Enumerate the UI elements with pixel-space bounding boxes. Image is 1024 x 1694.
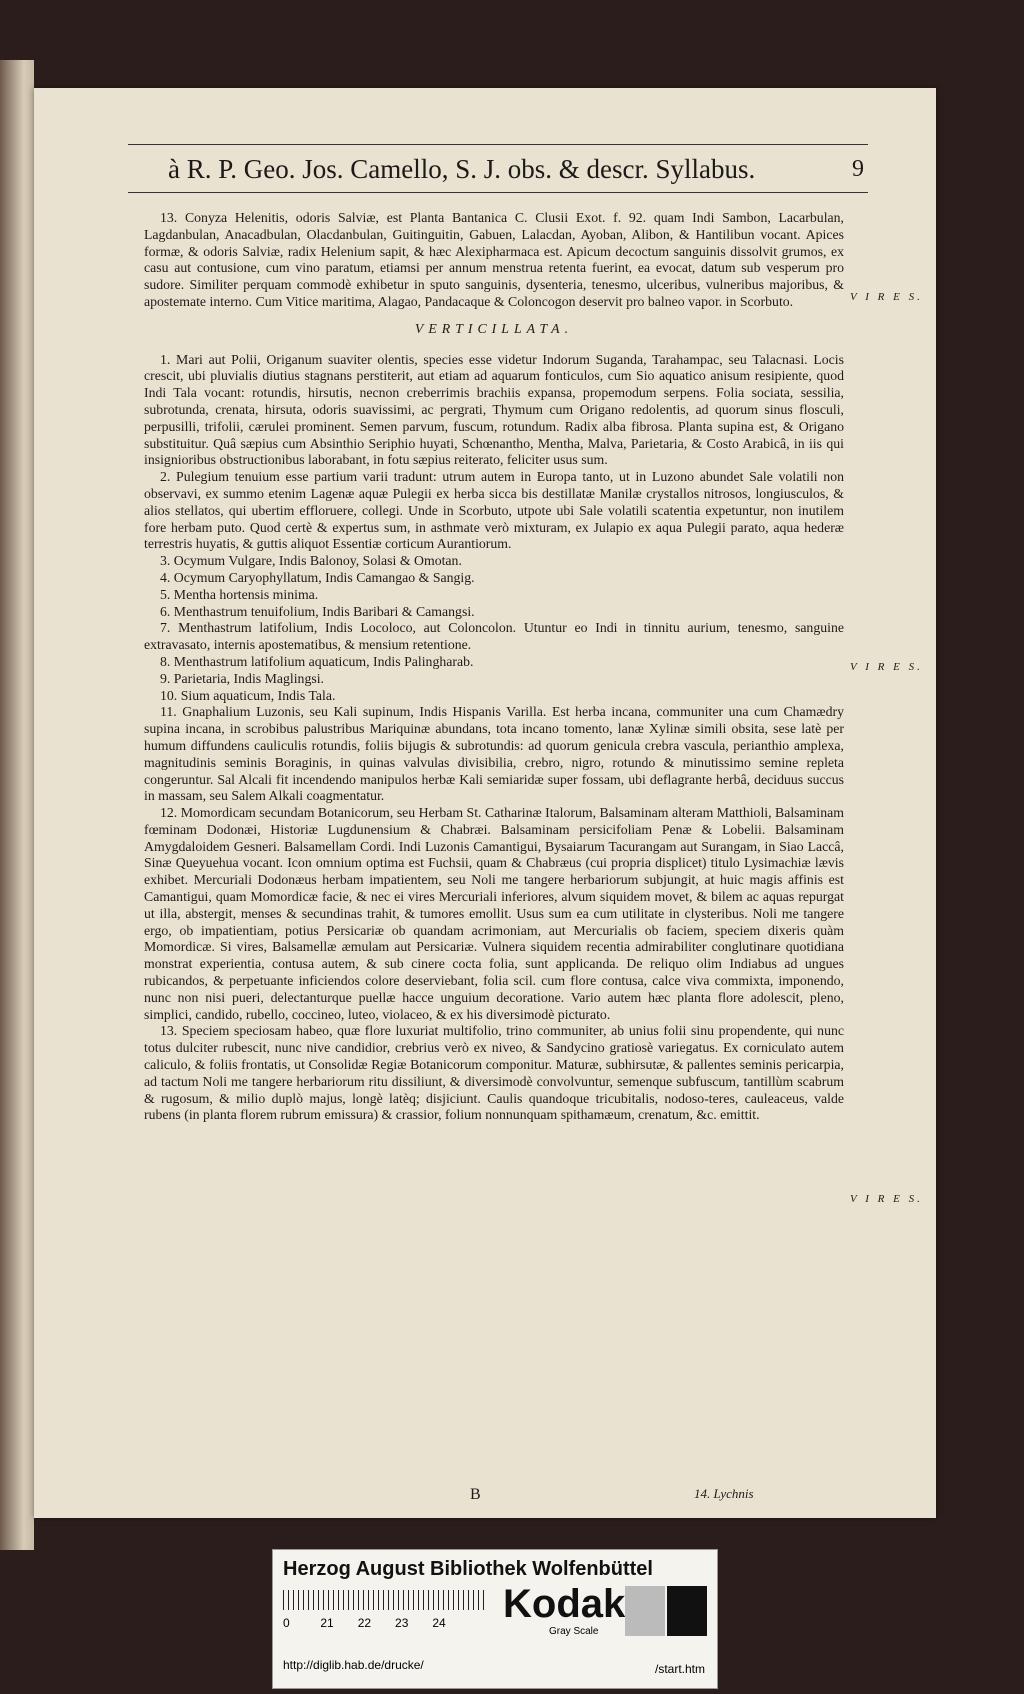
page-title: à R. P. Geo. Jos. Camello, S. J. obs. & descr. Syllabus. [168, 154, 756, 184]
signature-mark: B [470, 1486, 481, 1503]
kodak-logo: Kodak [503, 1582, 626, 1626]
catchword: 14. Lychnis [694, 1486, 754, 1501]
entry-13: 13. Conyza Helenitis, odoris Salviæ, est Planta Bantanica C. Clusii Exot. f. 92. quam Indi Sambon, Lacarbulan, Lagdanbulan, Anacadbulan, Olacdanbulan, Guitinguitin, Gabuen, Lalacdan, Ayoban, Alibon, & Hantilibun vocant. Apices formæ, & odoris Salviæ, radix Helenium sapit, & hæc Alexipharmaca est. Apicum decoctum sanguinis dissolvit grumos, ex casu aut contusione, cum vino paratum, etiamsi per annum menstrua retenta fuerint, ea evocat, datum sub vesperum pro sudore. Similiter perquam commodè exhibetur in sputo sanguinis, dysenteria, tenesmo, ulceribus, vulneribus majoribus, & apostemate interno. Cum Vitice maritima, Alagao, Pandacaque & Coloncogon deservit pro balneo vapor. in Scorbuto. [144, 210, 844, 309]
margin-note-vires: V I R E S. [850, 1193, 923, 1205]
tick-label: 21 [320, 1616, 334, 1630]
gray-scale-label: Gray Scale [549, 1626, 599, 1637]
section-heading: VERTICILLATA. [414, 320, 574, 336]
scale-bars [283, 1590, 487, 1610]
tick-label: 24 [432, 1616, 446, 1630]
entry-v5: 5. Mentha hortensis minima. [160, 586, 319, 602]
entry-v11: 11. Gnaphalium Luzonis, seu Kali supinum, Indis Hispanis Varilla. Est herba incana, communiter una cum Chamædry supina incana, in scrobibus palustribus Mariquinæ abundans, tota incano tomento, lanæ Xylinæ simili obsita, sese latè per humum diffundens cauliculis rotundis, foliis bijugis & subrotundis: ad quorum genicula crebra vascula, perianthio amplexa, magnitudinis seminis Boraginis, in quinas valvulas divisibilia, crebro, nigro, rotundo & minutissimo semine repleta congeruntur. Sal Alcali fit incendendo manipulos herbæ Kali semiaridæ super fossam, ubi deflagrante herbâ, deciduus succus in massam, seu Salem Alkali coagmentatur. [144, 704, 844, 804]
entry-v8: 8. Menthastrum latifolium aquaticum, Indis Palingharab. [160, 653, 474, 669]
margin-note-vires: V I R E S. [850, 291, 923, 303]
entry-v6: 6. Menthastrum tenuifolium, Indis Baribari & Camangsi. [160, 603, 475, 619]
library-name: Herzog August Bibliothek Wolfenbüttel [283, 1558, 653, 1580]
header-rule-top [128, 144, 868, 145]
library-color-card [272, 1549, 718, 1689]
book-spine [0, 60, 34, 1550]
entry-v4: 4. Ocymum Caryophyllatum, Indis Camangao & Sangig. [160, 569, 475, 585]
entry-v1: 1. Mari aut Polii, Origanum suaviter olentis, species esse videtur Indorum Suganda, Tarahampac, seu Talacnasi. Locis crescit, ubi pluvialis diutius stagnans perstiterit, aut etiam ad aquarum fonticulos, cum Sio aquatico anisum resipiente, quod Indi Tala vocant: rotundis, hirsutis, necnon creberrimis brachiis expansa, propemodum serpens. Folia sociata, sessilia, subrotunda, crenata, hirsuta, odoris suavissimi, ac pergrati, Thymum cum Origano redolentis, ad quorum sinus flosculi, perpusilli, trifolii, cærulei prominent. Semen parvum, fuscum, rotundum. Radix alba fibrosa. Planta supina est, & Origano substituitur. Quâ sæpius cum Absinthio Seriphio huyati, Schœnantho, Mentha, Malva, Parietaria, & Costo Arabicâ, in iis qui insignioribus obstructionibus laborabant, in fotu sæpius reiterato, feliciter usus sum. [144, 351, 844, 468]
body-text [144, 210, 844, 1124]
header-rule-bottom [128, 192, 868, 193]
book-page [34, 88, 936, 1518]
margin-note-vires: V I R E S. [850, 661, 923, 673]
entry-v13: 13. Speciem speciosam habeo, quæ flore luxuriat multifolio, trino communiter, ab unius folii sinu propendente, qui nunc totus dulciter rubescit, nunc nive candidior, crebrius verò ex niveo, & Sandycino gratiosè variegatus. Ex corniculato autem caliculo, & foliis frontatis, ut Consolidæ Regiæ Botanicorum componitur. Maturæ, subhirsutæ, & pallentes seminis pericarpia, ad tactum Noli me tangere herbariorum ritu dissiliunt, & diversimodè convolvuntur, semenque subfuscum, tantillùm scabrum & rugosum, & milio duplò majus, longè latèq; disjiciunt. Caulis quandoque tricubitalis, nodoso-teres, cauleaceus, valde rubens (in planta florem rubrum emissura) & crassior, folium nonnunquam spithamæum, crenatum, &c. emittit. [144, 1023, 844, 1123]
scale-ticks [283, 1616, 466, 1630]
tick-label: 0 [283, 1616, 290, 1630]
gray-swatch [625, 1586, 665, 1636]
black-swatch [667, 1586, 707, 1636]
entry-v10: 10. Sium aquaticum, Indis Tala. [160, 687, 336, 703]
entry-v12: 12. Momordicam secundam Botanicorum, seu Herbam St. Catharinæ Italorum, Balsaminam alteram Matthioli, Balsaminam fœminam Dodonæi, Historiæ Lugdunensium & Chabræi. Balsaminam persicifoliam Penæ & Lobelii. Balsaminam Amygdaloidem Gesneri. Balsamellam Cordi. Indi Luzonis Camantigui, Bysaiarum Tacurangam aut Surangam, in Siao Laccâ, Sinæ Queyuehua vocant. Icon omnium optima est Fuchsii, quam & Chabræus (cui propria displicet) titulo Lysimachiæ lævis exhibet. Mercuriali Dodonæus herbam impatientem, seu Noli me tangere herbariorum subjungit, at huic magis affinis est Camantigui, quam Momordicæ facie, & nec ei vires Mercuriali inferiores, alvum siquidem movet, & bilem ac aquas repurgat ut illa, abstergit, menses & secundinas trahit, & tumores emollit. Usus sum ea cum utilitate in clysteribus. Noli me tangere ergo, ob impatientiam, potius Persicariæ ob quandam acrimoniam, aut Mercurialis ob faciem, speciem dixeris quàm Momordicæ. Si vires, Balsamellæ æmulam aut Persicariæ. Vulnera siquidem recentia admirabiliter conglutinare quotidiana monstrat experientia, contusa autem, & sub cinere cocta folia, sunt applicanda. De reliquo olim Indiabus ad ungues rubicandos, & perpetuante inficiendos colore deserviebant, folia scil. cum flore contusa, calce viva commixta, imponendo, nunc non nisi pueri, delectanturque puellæ hacce unguium decoratione. Vario autem hæc planta flore adolescit, pleno, simplici, candido, rubello, coccineo, luteo, violaceo, & ex his diversimodè picturato. [144, 805, 844, 1022]
tick-label: 23 [395, 1616, 409, 1630]
page-header [128, 148, 868, 192]
tick-label: 22 [357, 1616, 372, 1630]
entry-v3: 3. Ocymum Vulgare, Indis Balonoy, Solasi & Omotan. [160, 553, 462, 569]
page-number: 9 [852, 156, 864, 182]
url-left[interactable]: http://diglib.hab.de/drucke/ [283, 1658, 424, 1672]
entry-v9: 9. Parietaria, Indis Maglingsi. [160, 670, 324, 686]
url-right[interactable]: /start.htm [654, 1662, 705, 1676]
entry-v7: 7. Menthastrum latifolium, Indis Locoloco, aut Coloncolon. Utuntur eo Indi in tinnitu aurium, tenesmo, sanguine extravasato, internis apostematibus, & mensium retentione. [144, 620, 844, 653]
entry-v2: 2. Pulegium tenuium esse partium varii tradunt: utrum autem in Europa tanto, ut in Luzono abundet Sale volatili non observavi, ex summo etenim Lagenæ aquæ Pulegii ex herba sicca bis destillatæ Manilæ crystallos nitrosos, longiusculos, & alios stellatos, qui ubertim effloruere, collegi. Unde in Scorbuto, utpote ubi Sale volatili scatentia expetuntur, non inutilem fore herbam puto. Quod certè & expertus sum, in asthmate verò mixturam, ex Julapio ex aqua Pulegii parato, aqua hederæ terrestris huyatis, & guttis aliquot Essentiæ corticum Aurantiorum. [144, 469, 844, 552]
